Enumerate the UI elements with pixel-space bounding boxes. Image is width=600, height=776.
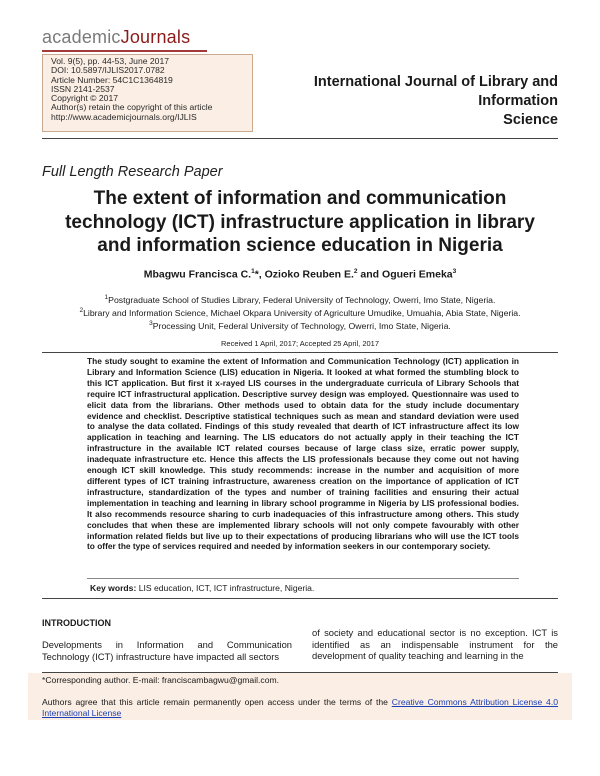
meta-rights: Author(s) retain the copyright of this article <box>51 102 213 113</box>
author-name: Ogueri Emeka <box>382 268 453 281</box>
meta-article-number: Article Number: 54C1C1364819 <box>51 74 173 85</box>
meta-url[interactable]: http://www.academicjournals.org/IJLIS <box>51 111 197 122</box>
meta-copyright: Copyright © 2017 <box>51 93 119 103</box>
section-heading: INTRODUCTION <box>42 618 111 628</box>
corresponding-author: *Corresponding author. E-mail: franciscambagwu@gmail.com. <box>42 675 280 685</box>
footnote-rule <box>42 672 558 673</box>
keywords-text: LIS education, ICT, ICT infrastructure, Nigeria. <box>136 583 315 593</box>
affiliation: $^3$Processing Unit, Federal University of Technology, Owerri, Imo State, Nigeria. <box>149 320 451 331</box>
article-meta <box>51 57 212 122</box>
paper-type: Full Length Research Paper <box>42 164 223 180</box>
paper-title <box>42 187 558 258</box>
meta-doi: DOI: 10.5897/IJLIS2017.0782 <box>51 65 165 76</box>
journal-title <box>258 73 558 130</box>
logo-underline <box>42 50 207 52</box>
journal-title-line1: International Journal of Library and Information <box>313 74 558 109</box>
abstract-top-rule <box>42 352 558 353</box>
meta-volume: Vol. 9(5), pp. 44-53, June 2017 <box>51 56 170 66</box>
journal-title-line2: Science <box>503 112 558 128</box>
abstract: The study sought to examine the extent of Information and Communication Technology (ICT) application in Library and Information Science (LIS) education in Nigeria. It looked at what formed the stumbling block to this ICT application. But first it x-rayed LIS courses in the undergraduate curricula of Library Schools that require ICT infrastructural application. Descriptive survey design was employed. Questionnaire was used to elicit data from the librarians. Other methods used to obtain data for the study include documentary evidence and checklist. Descriptive statistical techniques such as mean and standard deviation were used to analyse the data collated. Findings of this study revealed that dearth of ICT infrastructure affect its low application in teaching and learning. The LIS educators do not actually apply in their teaching the ICT infrastructure in the available ICT related courses because of large class size, erratic power supply, inadequate infrastructure etc. Hence this affects the LIS professionals because they come out not having enough ICT skill knowledge. This study recommends: increase in the number and acquisition of more different types of ICT training infrastructure, awareness creation on the importance of application of ICT infrastructure, standardization of the types and number of training facilities and ensuring their actual implementation in teaching and learning in library school programme in Nigeria by LIS professional bodies. It also recommends resource sharing to curb inadequacies of this infrastructure among others. This study concludes that when these are implemented library schools will not only compete favourably with other information related fields but live up to their expectations of producing librarians who will use the ICT tools to offer the type of services required and needed by information seekers in our contemporary society. <box>87 356 519 552</box>
meta-issn: ISSN 2141-2537 <box>51 83 115 94</box>
body-column-right: of society and educational sector is no exception. ICT is identified as an indispensable instrument for the development of quality teaching and learning in the <box>312 627 558 662</box>
affiliation: $^1$Postgraduate School of Studies Library, Federal University of Technology, Owerri, Imo State, Nigeria. <box>104 294 496 305</box>
keywords-label: Key words: <box>90 583 137 593</box>
received-dates: Received 1 April, 2017; Accepted 25 April, 2017 <box>220 339 380 348</box>
keywords-rule <box>42 598 558 599</box>
title-line: and information science education in Nigeria <box>97 235 503 256</box>
header-divider <box>42 138 558 139</box>
license-link[interactable]: Creative Commons Attribution License 4.0 International License <box>42 697 558 718</box>
title-line: The extent of information and communication <box>93 188 507 209</box>
author-list: Mbagwu Francisca C.$^1$*, Ozioko Reuben E.$^2$ and Ogueri Emeka$^3$ <box>143 268 457 281</box>
abstract-bottom-rule <box>87 578 519 579</box>
publisher-logo: academicJournals <box>42 27 191 47</box>
author-name: Mbagwu Francisca C. <box>143 268 252 281</box>
body-column-left: Developments in Information and Communication Technology (ICT) infrastructure have impacted all sectors <box>42 639 292 662</box>
keywords <box>90 583 314 593</box>
author-name: Ozioko Reuben E. <box>264 268 354 281</box>
affiliation: $^2$Library and Information Science, Michael Okpara University of Agriculture Umudike, Umuahia, Abia State, Nigeria. <box>79 307 521 318</box>
license-note: Authors agree that this article remain permanently open access under the terms of the Creative Commons Attribution License 4.0 International License <box>42 697 558 718</box>
title-line: technology (ICT) infrastructure application in library <box>65 211 535 233</box>
